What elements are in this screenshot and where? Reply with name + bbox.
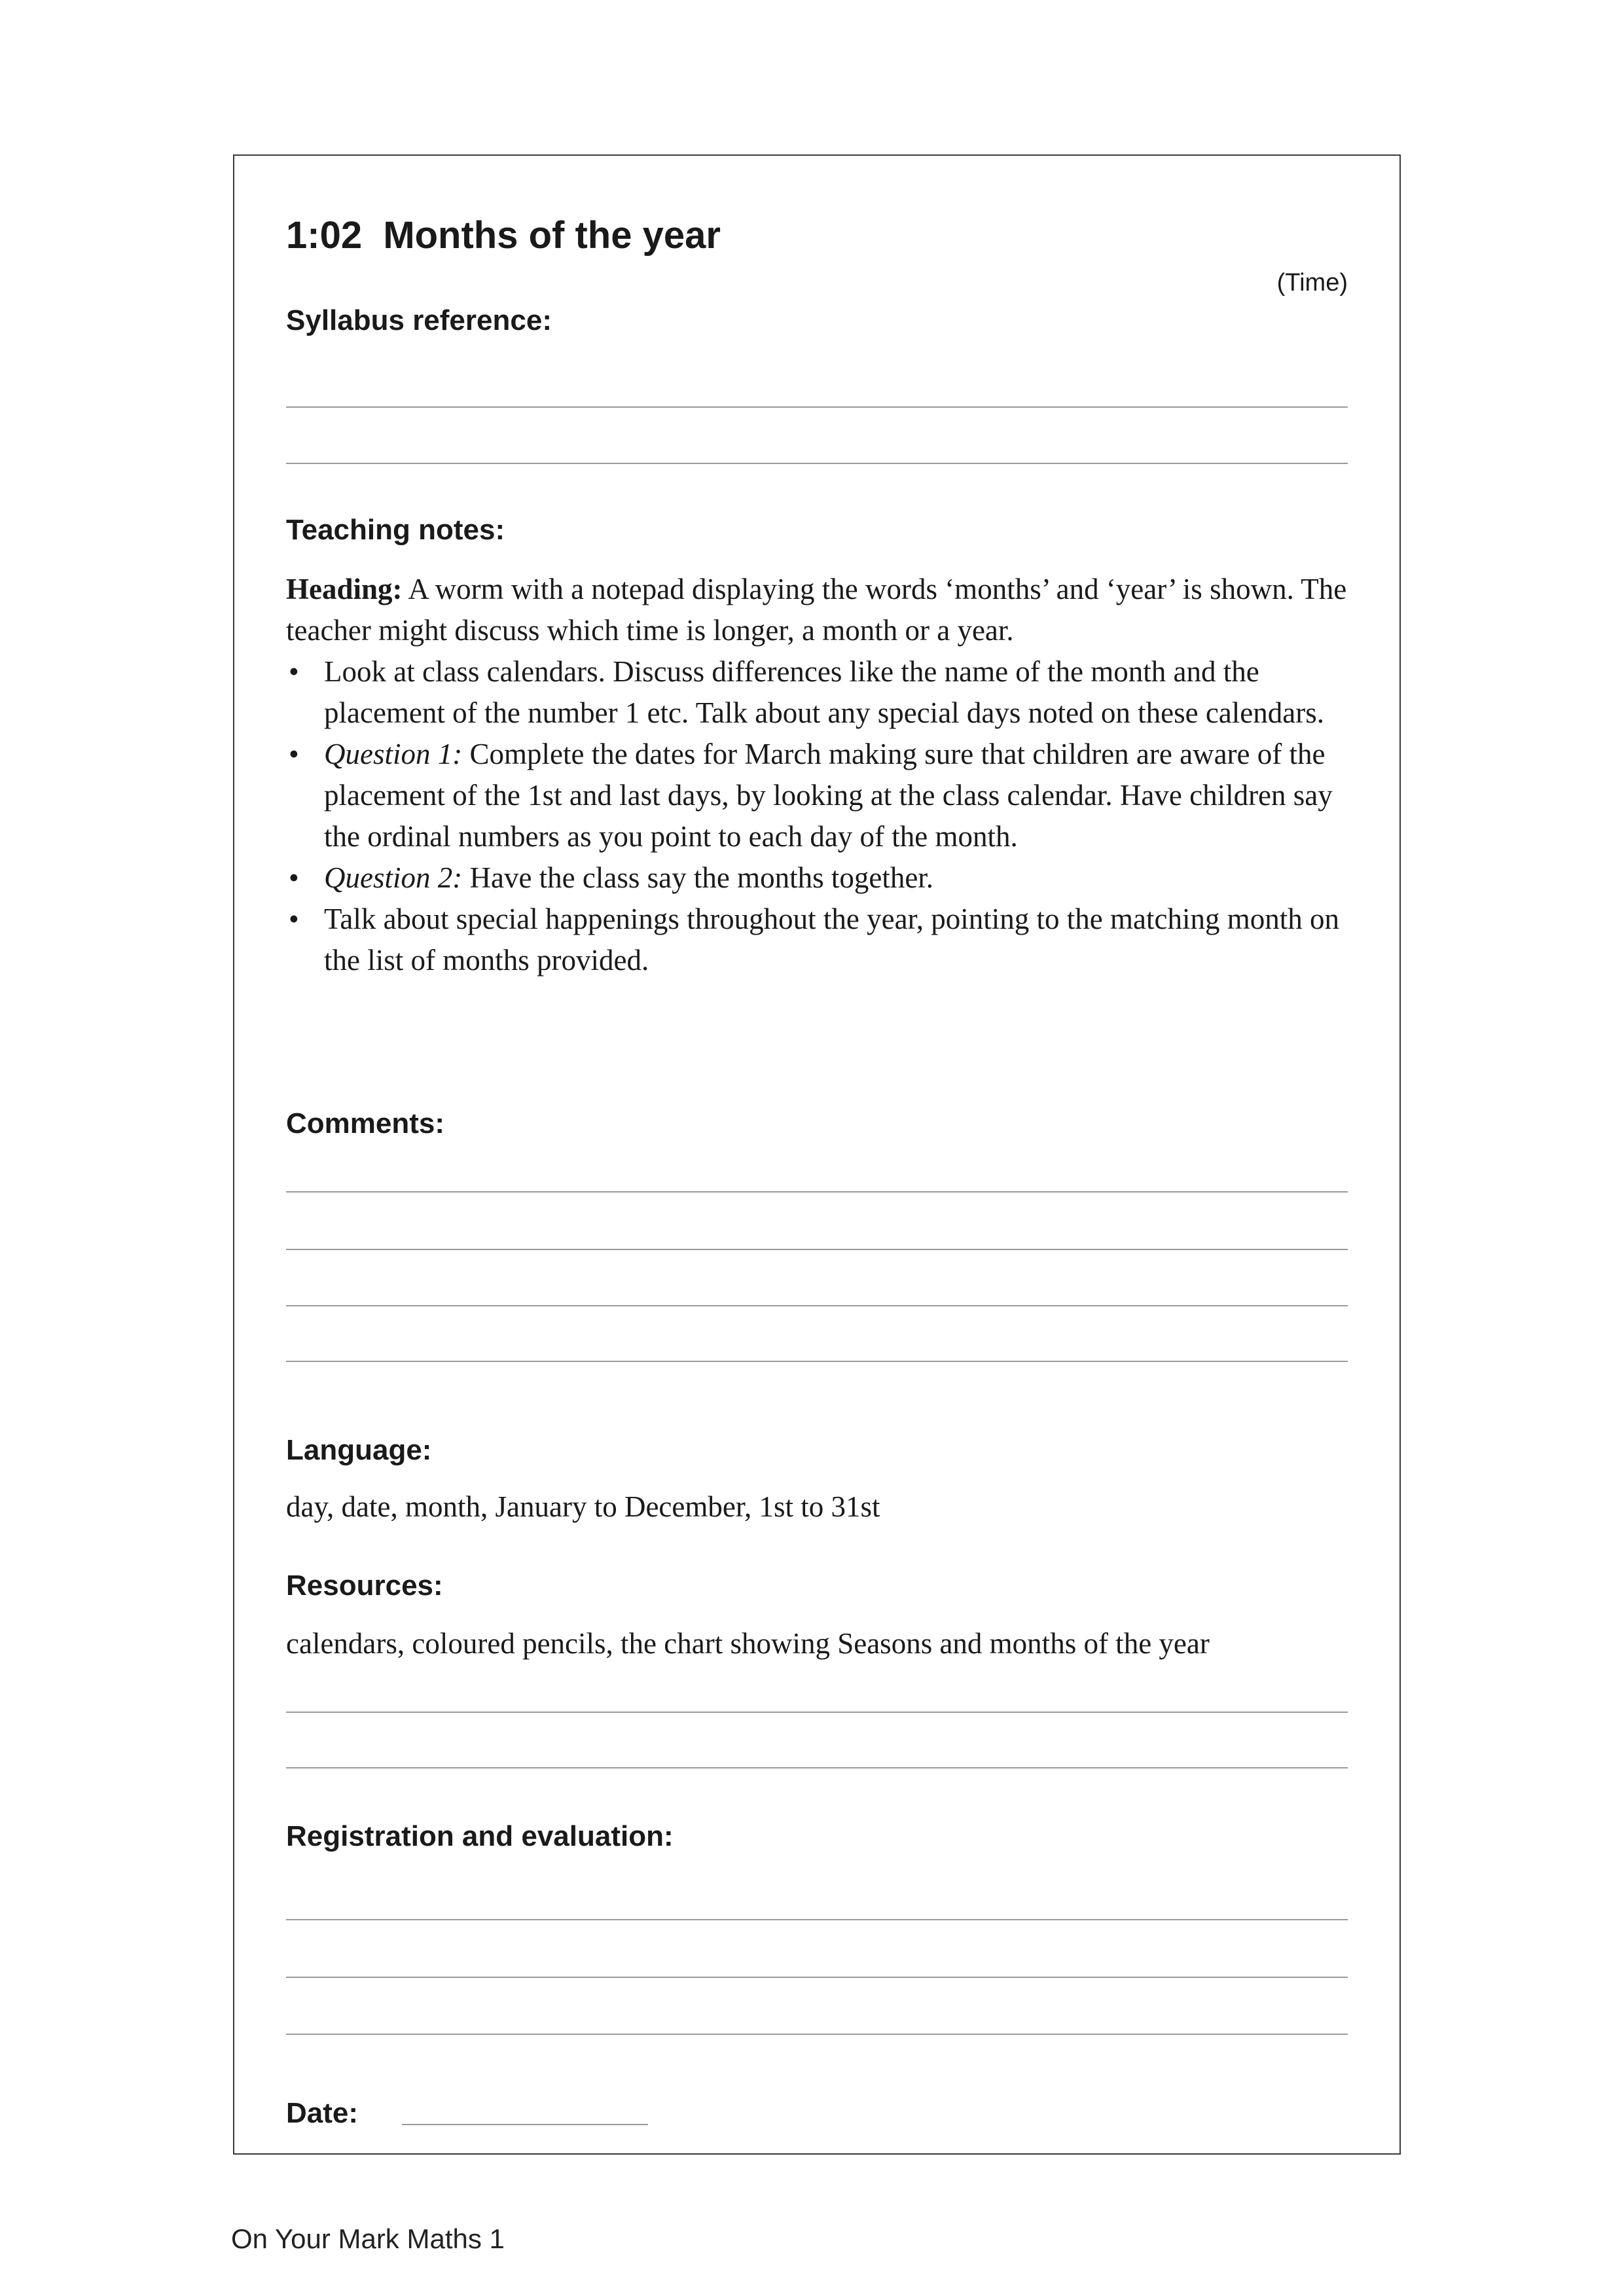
time-label: (Time): [1276, 269, 1348, 296]
page-footer: On Your Mark Maths 1: [231, 2223, 505, 2254]
notes-bullet: [286, 857, 1353, 899]
teaching-notes-body: [286, 569, 1353, 981]
resources-writing-line: [286, 1712, 1348, 1713]
language-heading: Language:: [286, 1434, 432, 1466]
resources-text: calendars, coloured pencils, the chart showing Seasons and months of the year: [286, 1627, 1210, 1660]
comments-heading: Comments:: [286, 1107, 445, 1139]
bullet-prefix: Question 1:: [324, 738, 463, 770]
syllabus-heading: Syllabus reference:: [286, 304, 552, 336]
page-title: 1:02 Months of the year: [286, 214, 721, 257]
notes-intro-label: Heading:: [286, 573, 403, 605]
comments-writing-line: [286, 1191, 1348, 1193]
registration-heading: Registration and evaluation:: [286, 1820, 674, 1852]
syllabus-writing-line: [286, 406, 1348, 408]
date-label: Date:: [286, 2097, 359, 2129]
bullet-text: Complete the dates for March making sure that children are aware of the placement of the 1st and last days, by looking at the class calendar. Have children say the ordinal numbers as you point to each day of the month.: [324, 738, 1333, 853]
registration-writing-line: [286, 2034, 1348, 2035]
language-text: day, date, month, January to December, 1st to 31st: [286, 1490, 880, 1523]
bullet-prefix: Question 2:: [324, 861, 463, 894]
syllabus-writing-line: [286, 463, 1348, 464]
resources-heading: Resources:: [286, 1570, 443, 1602]
comments-writing-line: [286, 1249, 1348, 1250]
resources-writing-line: [286, 1767, 1348, 1768]
notes-intro-text: A worm with a notepad displaying the words ‘months’ and ‘year’ is shown. The teacher might discuss which time is longer, a month or a year.: [286, 573, 1347, 647]
notes-bullet-list: [286, 651, 1353, 981]
bullet-text: Have the class say the months together.: [469, 861, 934, 894]
bullet-text: Look at class calendars. Discuss differences like the name of the month and the placement of the number 1 etc. Talk about any special days noted on these calendars.: [324, 655, 1324, 729]
comments-writing-line: [286, 1361, 1348, 1362]
registration-writing-line: [286, 1977, 1348, 1978]
date-writing-line: [402, 2124, 648, 2125]
notes-bullet: [286, 651, 1353, 734]
notes-intro: [286, 569, 1353, 651]
bullet-text: Talk about special happenings throughout the year, pointing to the matching month on the list of months provided.: [324, 903, 1339, 977]
teaching-notes-heading: Teaching notes:: [286, 514, 505, 546]
notes-bullet: [286, 899, 1353, 981]
comments-writing-line: [286, 1305, 1348, 1306]
registration-writing-line: [286, 1919, 1348, 1920]
notes-bullet: [286, 734, 1353, 857]
